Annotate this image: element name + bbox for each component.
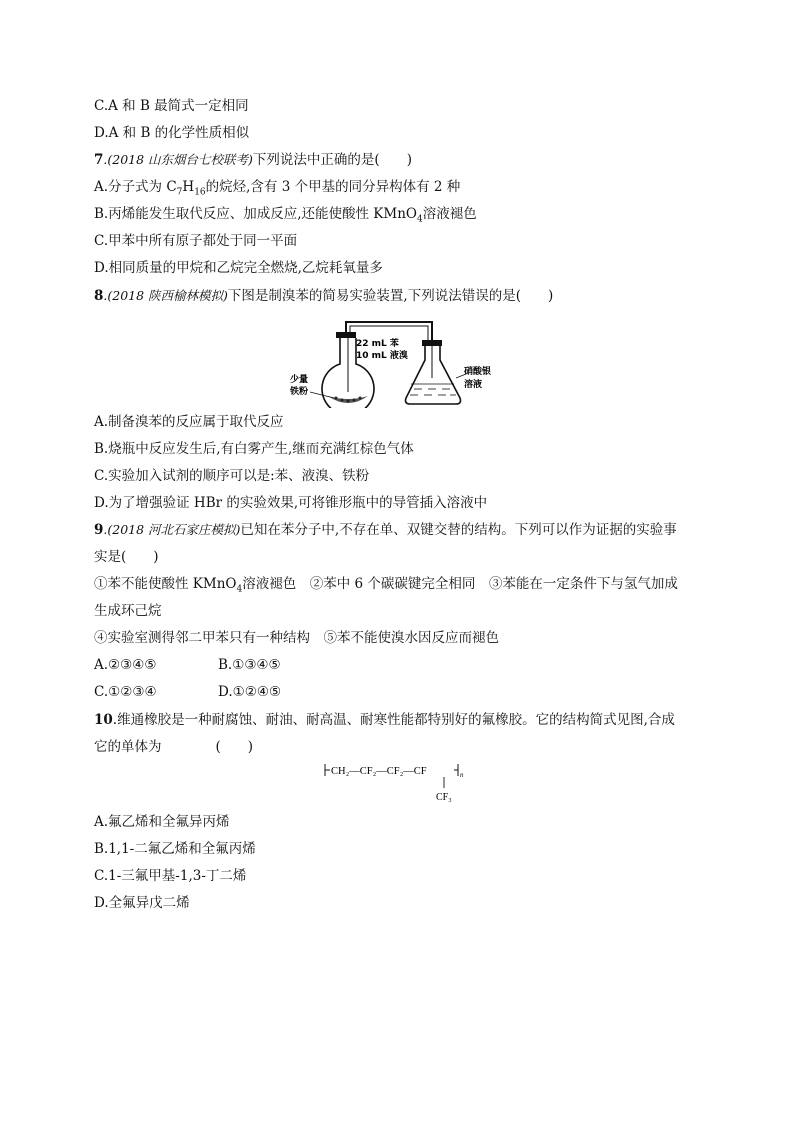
question-9-options-ab: A.②③④⑤ B.①③④⑤ — [94, 657, 281, 673]
option-c-prev: C.A 和 B 最简式一定相同 — [94, 98, 249, 114]
formula-n: n — [460, 771, 464, 779]
label-bromine: 10 mL 液溴 — [356, 351, 408, 361]
question-7-option-c: C.甲苯中所有原子都处于同一平面 — [94, 233, 298, 249]
question-10-option-c: C.1-三氟甲基-1,3-丁二烯 — [94, 868, 247, 884]
question-8-option-d: D.为了增强验证 HBr 的实验效果,可将锥形瓶中的导管插入溶液中 — [94, 495, 488, 511]
polymer-structure-formula — [322, 760, 472, 804]
formula-branch: CF₃ — [436, 792, 452, 803]
question-10-stem: 10.维通橡胶是一种耐腐蚀、耐油、耐高温、耐寒性能都特别好的氟橡胶。它的结构简式见图,合成 — [94, 712, 675, 728]
question-9-stem: 9.(2018 河北石家庄模拟)已知在苯分子中,不存在单、双键交替的结构。下列可以作为证据的实验事 — [94, 522, 677, 538]
label-iron-2: 铁粉 — [290, 387, 309, 397]
question-10-option-d: D.全氟异戊二烯 — [94, 895, 190, 911]
question-8-option-a: A.制备溴苯的反应属于取代反应 — [94, 414, 284, 430]
label-iron-1: 少量 — [290, 375, 309, 385]
question-10-stem-cont: 它的单体为 ( ) — [94, 739, 254, 755]
label-benzene: 22 mL 苯 — [356, 339, 399, 349]
question-9-statements-1: ①苯不能使酸性 KMnO$_4$溶液褪色 ②苯中 6 个碳碳键完全相同 ③苯能在一定条件下与氢气加成 — [94, 576, 678, 595]
question-7-option-b: B.丙烯能发生取代反应、加成反应,还能使酸性 KMnO$_4$溶液褪色 — [94, 206, 477, 225]
question-7-option-a: A.分子式为 $C_7H_{16}$的烷烃,含有 3 个甲基的同分异构体有 2 种 — [94, 179, 461, 198]
question-9-statements-1b: 生成环己烷 — [94, 603, 162, 619]
question-9-stem-cont: 实是( ) — [94, 549, 159, 565]
question-8-option-c: C.实验加入试剂的顺序可以是:苯、液溴、铁粉 — [94, 468, 370, 484]
question-8-stem: 8.(2018 陕西榆林模拟)下图是制溴苯的简易实验装置,下列说法错误的是( ) — [94, 288, 554, 304]
question-9-options-cd: C.①②③④ D.①②④⑤ — [94, 684, 282, 700]
label-agno3-2: 溶液 — [464, 380, 483, 390]
question-10-option-b: B.1,1-二氟乙烯和全氟丙烯 — [94, 841, 256, 857]
formula-main: CH₂—CF₂—CF₂—CF — [331, 766, 427, 777]
question-7-option-d: D.相同质量的甲烷和乙烷完全燃烧,乙烷耗氧量多 — [94, 260, 383, 276]
question-10-option-a: A.氟乙烯和全氟异丙烯 — [94, 814, 230, 830]
bromobenzene-apparatus-figure — [290, 312, 500, 408]
question-8-option-b: B.烧瓶中反应发生后,有白雾产生,继而充满红棕色气体 — [94, 441, 414, 457]
question-9-statements-2: ④实验室测得邻二甲苯只有一种结构 ⑤苯不能使溴水因反应而褪色 — [94, 630, 499, 646]
question-7-stem: 7.(2018 山东烟台七校联考)下列说法中正确的是( ) — [94, 152, 412, 168]
label-agno3-1: 硝酸银 — [464, 367, 492, 377]
option-d-prev: D.A 和 B 的化学性质相似 — [94, 125, 250, 141]
